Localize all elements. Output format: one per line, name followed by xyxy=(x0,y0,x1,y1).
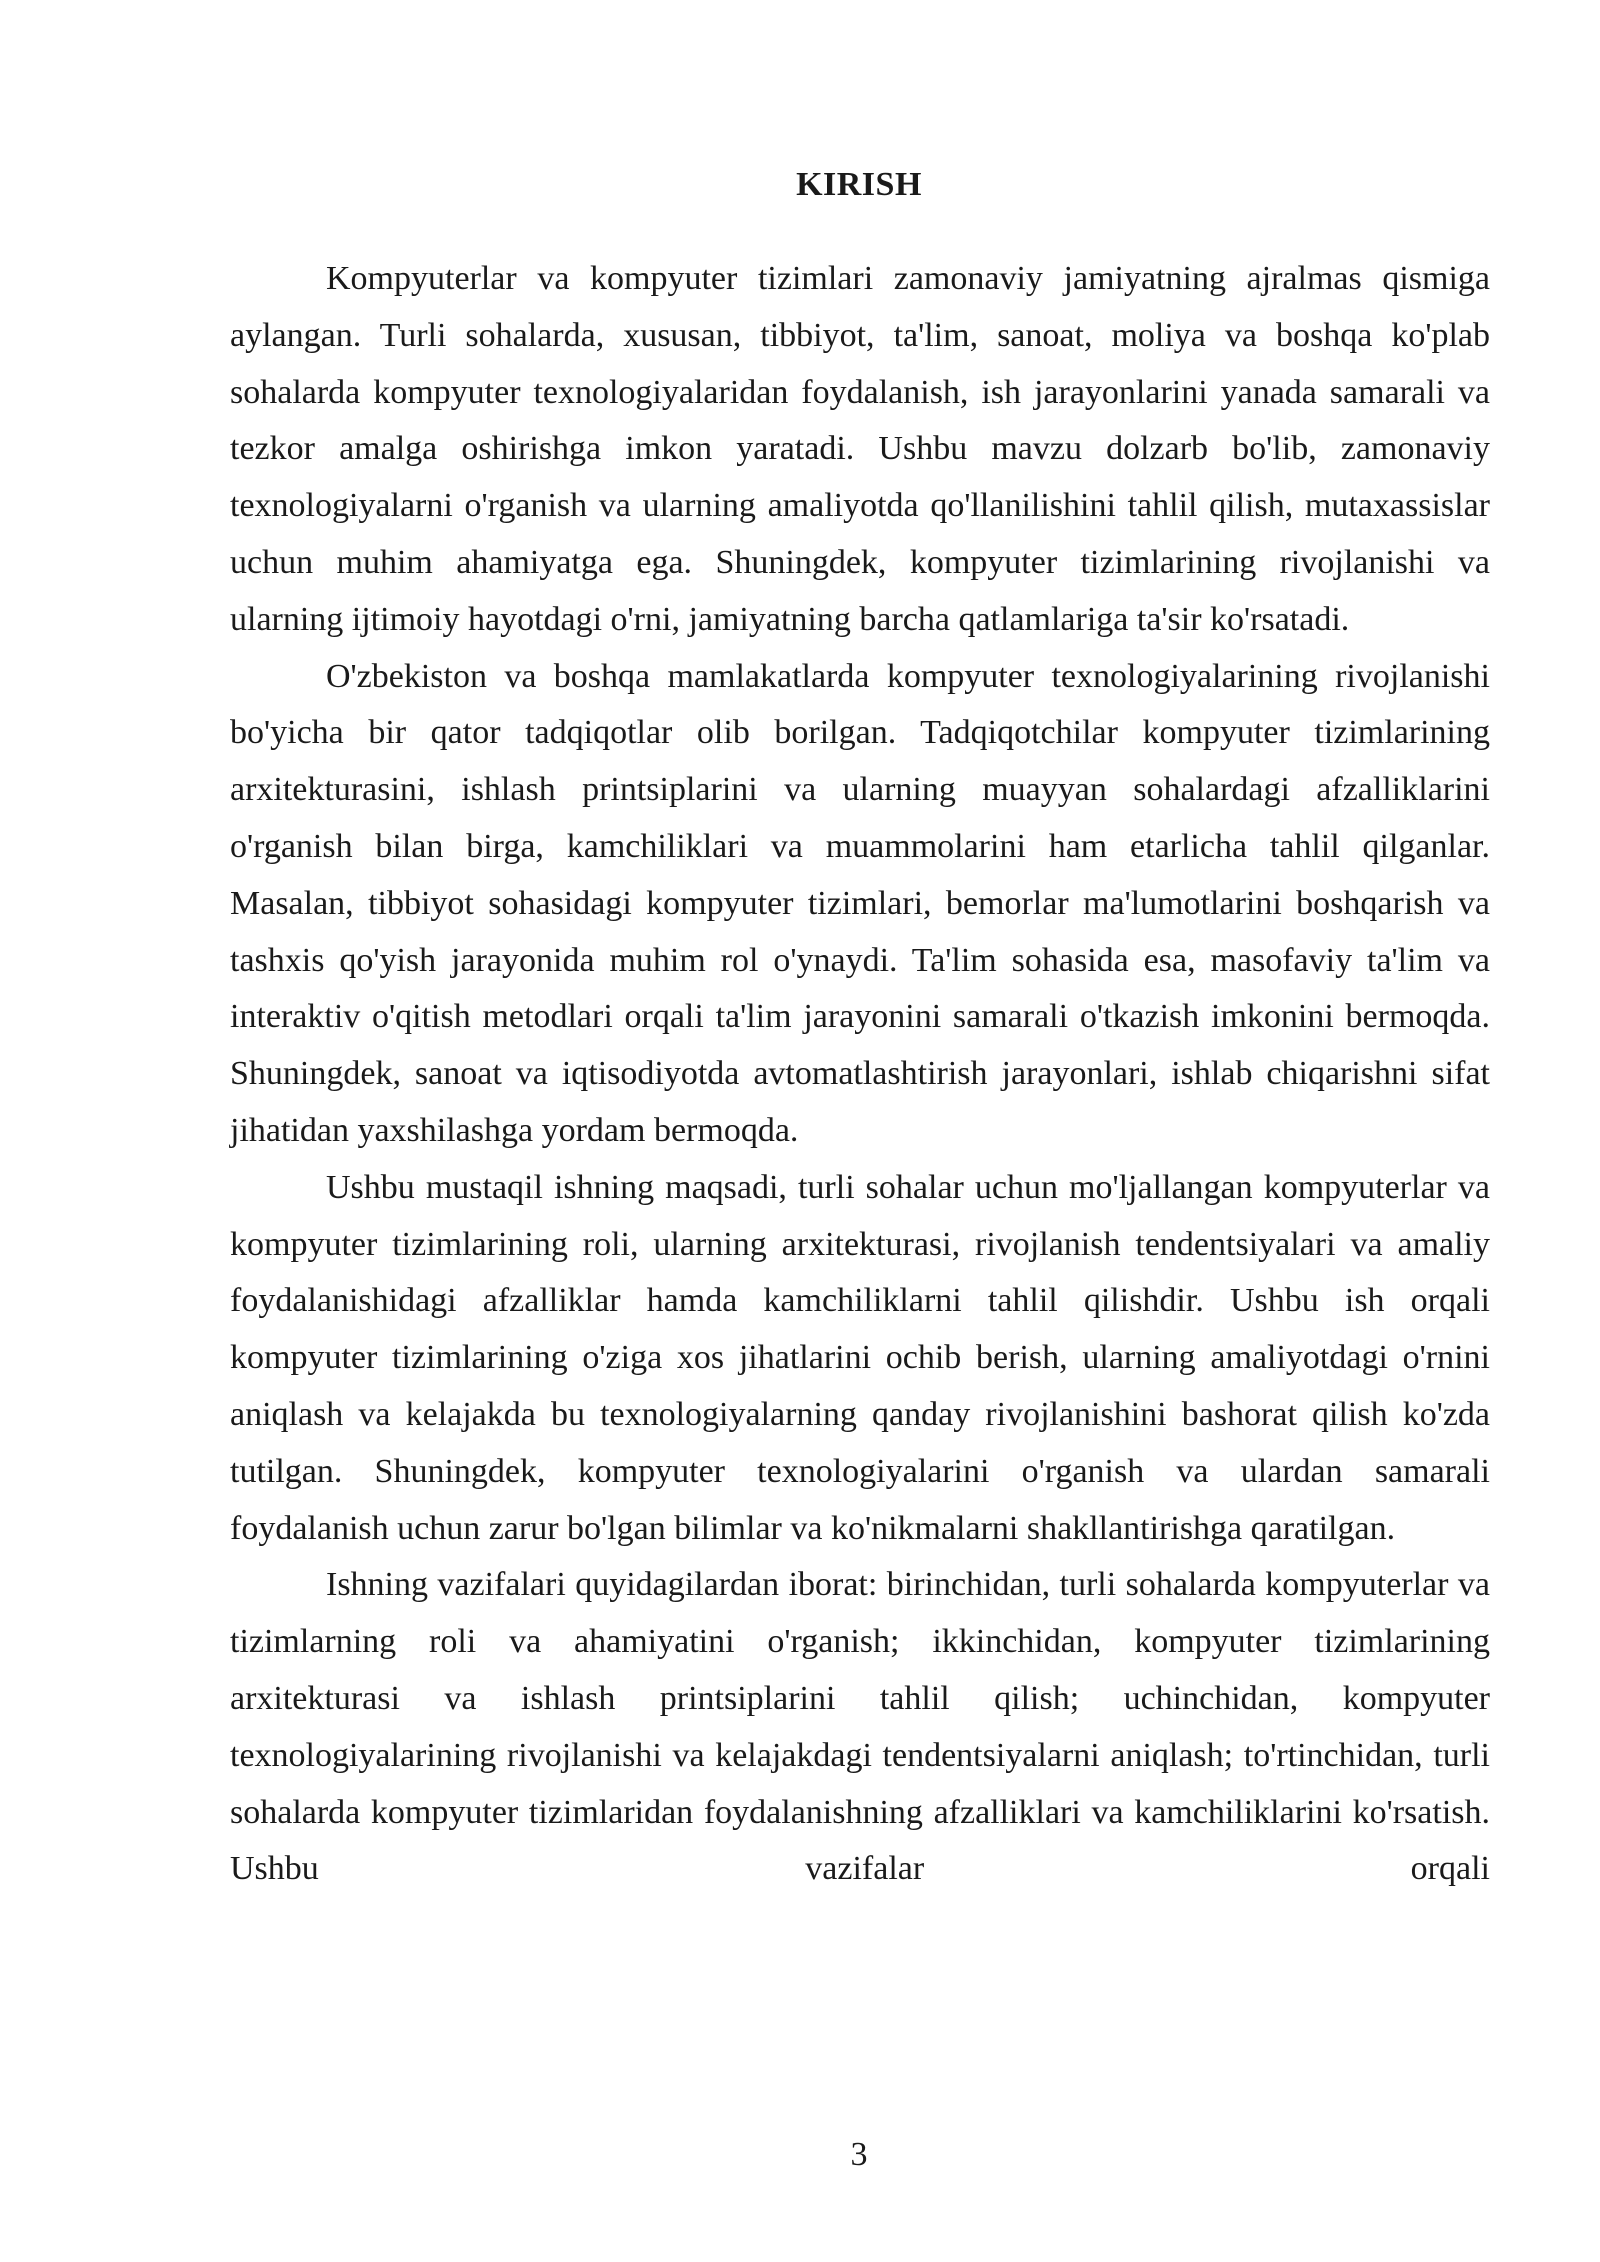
paragraph-research: O'zbekiston va boshqa mamlakatlarda kompyuter texnologiyalarining rivojlanishi bo'yicha bir qator tadqiqotlar olib borilgan. Tadqiqotchilar kompyuter tizimlarining arxitekturasini, ishlash printsiplarini va ularning muayyan sohalardagi afzalliklarini o'rganish bilan birga, kamchiliklari va muammolarini ham etarlicha tahlil qilganlar. Masalan, tibbiyot sohasidagi kompyuter tizimlari, bemorlar ma'lumotlarini boshqarish va tashxis qo'yish jarayonida muhim rol o'ynaydi. Ta'lim sohasida esa, masofaviy ta'lim va interaktiv o'qitish metodlari orqali ta'lim jarayonini samarali o'tkazish imkonini bermoqda. Shuningdek, sanoat va iqtisodiyotda avtomatlashtirish jarayonlari, ishlab chiqarishni sifat jihatidan yaxshilashga yordam bermoqda. xyxy=(230,657,1490,1149)
page-title: KIRISH xyxy=(796,166,922,203)
paragraph-intro: Kompyuterlar va kompyuter tizimlari zamonaviy jamiyatning ajralmas qismiga aylangan. Turli sohalarda, xususan, tibbiyot, ta'lim, sanoat, moliya va boshqa ko'plab sohalarda kompyuter texnologiyalaridan foydalanish, ish jarayonlarini yanada samarali va tezkor amalga oshirishga imkon yaratadi. Ushbu mavzu dolzarb bo'lib, zamonaviy texnologiyalarni o'rganish va ularning amaliyotda qo'llanilishini tahlil qilish, mutaxassislar uchun muhim ahamiyatga ega. Shuningdek, kompyuter tizimlarining rivojlanishi va ularning ijtimoiy hayotdagi o'rni, jamiyatning barcha qatlamlariga ta'sir ko'rsatadi. xyxy=(230,260,1490,638)
page-number: 3 xyxy=(850,2136,868,2173)
paragraph-tasks: Ishning vazifalari quyidagilardan iborat: birinchidan, turli sohalarda kompyuterlar va tizimlarning roli va ahamiyatini o'rganish; ikkinchidan, kompyuter tizimlarining arxitekturasi va ishlash printsiplarini tahlil qilish; uchinchidan, kompyuter texnologiyalarining rivojlanishi va kelajakdagi tendentsiyalarni aniqlash; to'rtinchidan, turli sohalarda kompyuter tizimlaridan foydalanishning afzalliklari va kamchiliklarini ko'rsatish. Ushbu vazifalar orqali xyxy=(230,1566,1490,1888)
paragraph-goal: Ushbu mustaqil ishning maqsadi, turli sohalar uchun mo'ljallangan kompyuterlar va kompyuter tizimlarining roli, ularning arxitekturasi, rivojlanish tendentsiyalari va amaliy foydalanishidagi afzalliklar hamda kamchiliklarni tahlil qilishdir. Ushbu ish orqali kompyuter tizimlarining o'ziga xos jihatlarini ochib berish, ularning amaliyotdagi o'rnini aniqlash va kelajakda bu texnologiyalarning qanday rivojlanishini bashorat qilish ko'zda tutilgan. Shuningdek, kompyuter texnologiyalarini o'rganish va ulardan samarali foydalanish uchun zarur bo'lgan bilimlar va ko'nikmalarni shakllantirishga qaratilgan. xyxy=(230,1168,1490,1547)
body-text xyxy=(230,251,1490,1898)
